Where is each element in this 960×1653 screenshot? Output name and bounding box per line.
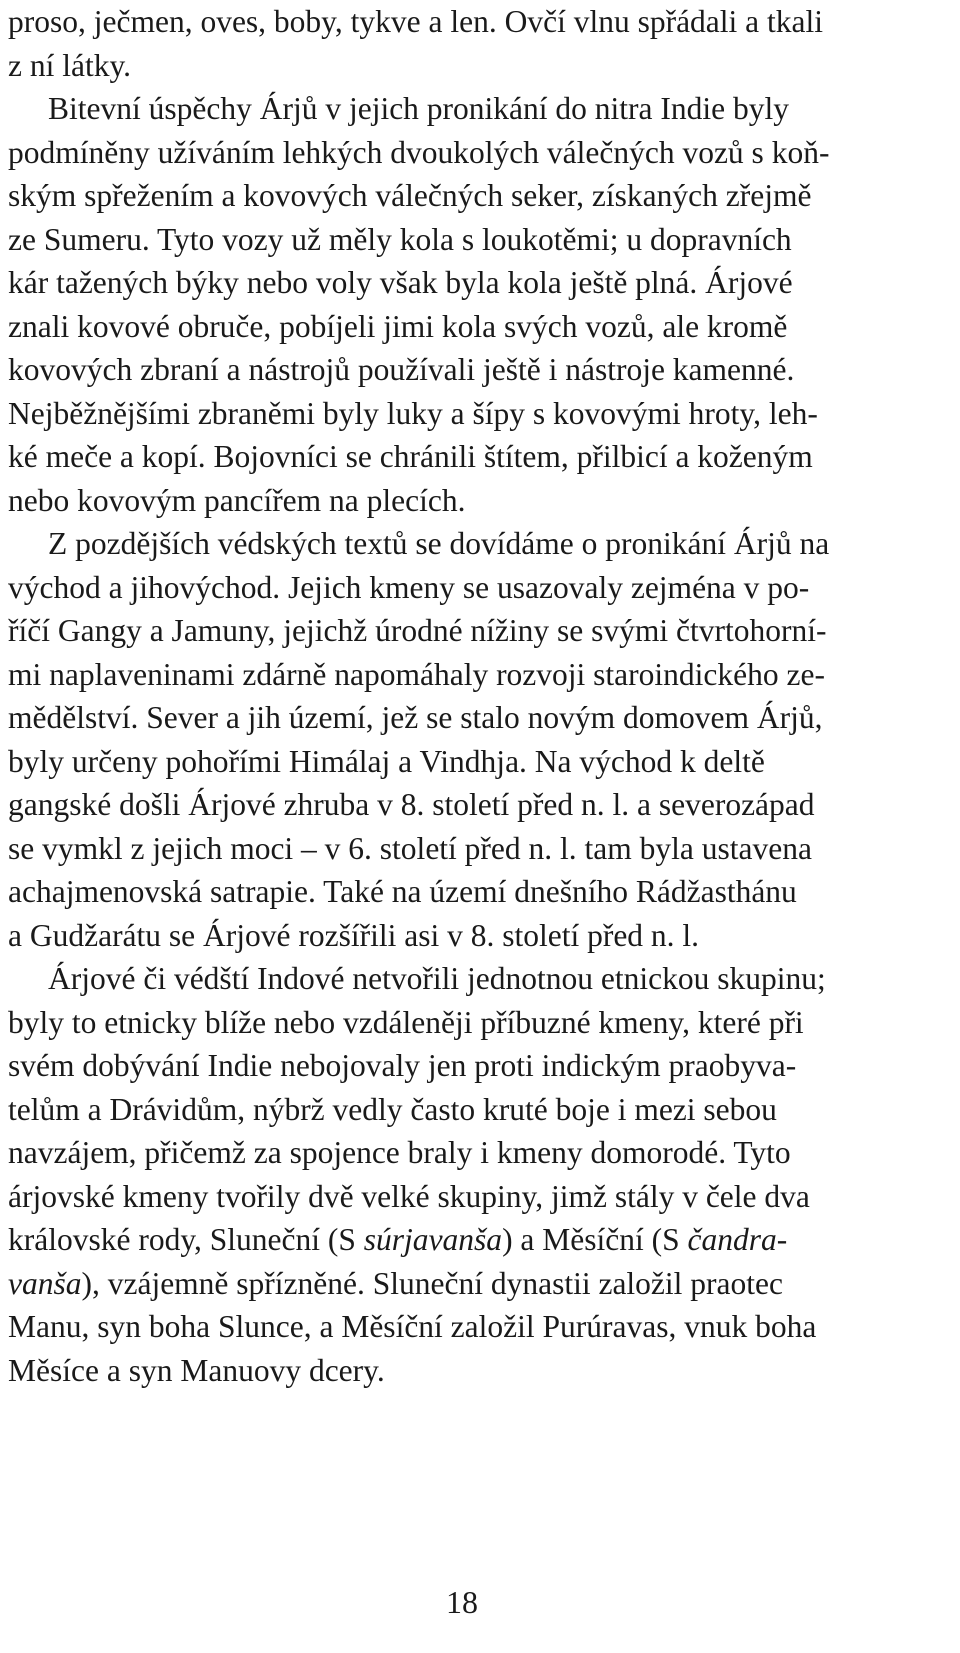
paragraph-3 — [8, 522, 910, 957]
text-line: Manu, syn boha Slunce, a Měsíční založil Purúravas, vnuk boha — [8, 1309, 817, 1344]
paragraph-1 — [8, 0, 910, 87]
text-line: achajmenovská satrapie. Také na území dnešního Rádžasthánu — [8, 874, 797, 909]
text-line: říčí Gangy a Jamuny, jejichž úrodné nížiny se svými čtvrtohorní- — [8, 613, 827, 648]
text-line: podmíněny užíváním lehkých dvoukolých válečných vozů s koň- — [8, 134, 830, 170]
text-line: byly to etnicky blíže nebo vzdáleněji příbuzné kmeny, které při — [8, 1004, 804, 1040]
text-line: Z pozdějších védských textů se dovídáme o pronikání Árjů na — [48, 526, 830, 561]
text-line: kovových zbraní a nástrojů používali ještě i nástroje kamenné. — [8, 352, 795, 387]
text-line: vanša), vzájemně spřízněné. Sluneční dynastii založil praotec — [8, 1265, 783, 1301]
text-line: kár tažených býky nebo voly však byla kola ještě plná. Árjové — [8, 265, 793, 300]
text-line: ké meče a kopí. Bojovníci se chránili štítem, přilbicí a koženým — [8, 439, 813, 474]
text-line: z ní látky. — [8, 47, 132, 83]
text-line: byly určeny pohořími Himálaj a Vindhja. Na východ k deltě — [8, 743, 765, 779]
text-line: nebo kovovým pancířem na plecích. — [8, 482, 466, 518]
text-line: ze Sumeru. Tyto vozy už měly kola s loukotěmi; u dopravních — [8, 221, 792, 257]
text-line: Měsíce a syn Manuovy dcery. — [8, 1352, 385, 1388]
text-line: Bitevní úspěchy Árjů v jejich pronikání do nitra Indie byly — [48, 91, 789, 126]
text-line: mi naplaveninami zdárně napomáhaly rozvoji staroindického ze- — [8, 656, 825, 692]
text-line: východ a jihovýchod. Jejich kmeny se usazovaly zejména v po- — [8, 569, 810, 605]
text-line: mědělství. Sever a jih území, jež se stalo novým domovem Árjů, — [8, 700, 823, 735]
paragraph-4 — [8, 957, 910, 1392]
text-line: královské rody, Sluneční (S súrjavanša) a Měsíční (S čandra- — [8, 1222, 788, 1257]
text-line: gangské došli Árjové zhruba v 8. století před n. l. a severozápad — [8, 787, 815, 822]
page-body — [8, 0, 910, 1392]
text-line: telům a Drávidům, nýbrž vedly často kruté boje i mezi sebou — [8, 1091, 777, 1127]
text-line: znali kovové obruče, pobíjeli jimi kola svých vozů, ale kromě — [8, 308, 788, 344]
text-line: Nejběžnějšími zbraněmi byly luky a šípy s kovovými hroty, leh- — [8, 395, 818, 431]
text-line: ským spřežením a kovových válečných seker, získaných zřejmě — [8, 178, 812, 213]
text-line: svém dobývání Indie nebojovaly jen proti indickým praobyva- — [8, 1048, 797, 1083]
text-line: árjovské kmeny tvořily dvě velké skupiny, jimž stály v čele dva — [8, 1178, 810, 1214]
text-line: se vymkl z jejich moci – v 6. století před n. l. tam byla ustavena — [8, 830, 812, 866]
page-number: 18 — [446, 1584, 478, 1620]
paragraph-2 — [8, 87, 910, 522]
text-line: Árjové či védští Indové netvořili jednotnou etnickou skupinu; — [48, 961, 826, 996]
text-line: navzájem, přičemž za spojence braly i kmeny domorodé. Tyto — [8, 1135, 791, 1170]
text-line: a Gudžarátu se Árjové rozšířili asi v 8. století před n. l. — [8, 917, 700, 953]
text-line: proso, ječmen, oves, boby, tykve a len. Ovčí vlnu spřádali a tkali — [8, 4, 824, 39]
